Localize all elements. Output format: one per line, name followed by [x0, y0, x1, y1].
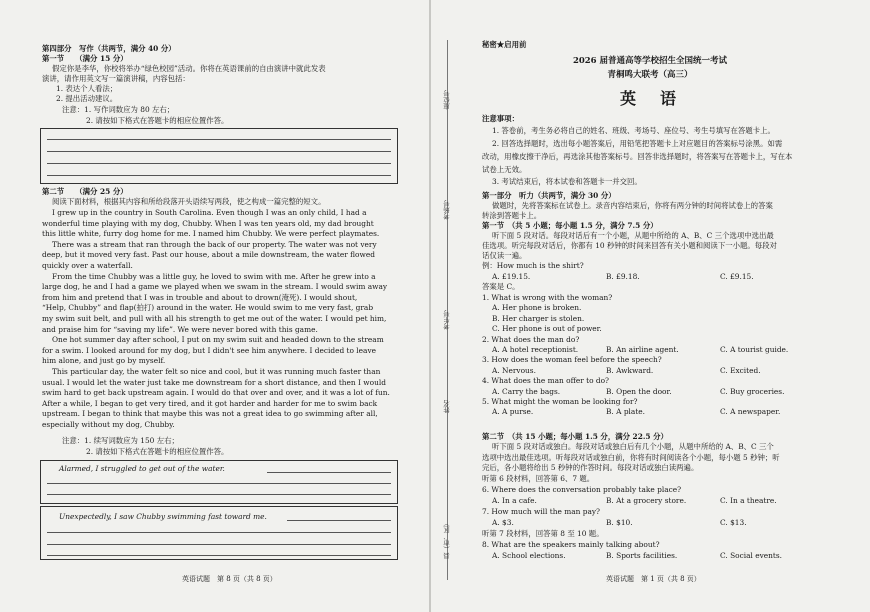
section1-item1: 1. 表达个人看法； — [56, 84, 118, 93]
notice-line: 2. 回答选择题时，选出每小题答案后，用铅笔把答题卡上对应题目的答案标号涂黑。如需 — [492, 139, 783, 148]
story-line: This particular day, the water felt so nice and cool, but it was running much faster than — [52, 367, 381, 376]
question-8-option-c: C. Social events. — [720, 551, 783, 560]
story-line: quickly over a waterfall. — [42, 261, 133, 270]
question-4: 4. What does the man offer to do? — [482, 376, 610, 386]
question-8-option-a: A. School elections. — [492, 551, 566, 560]
answer-line — [47, 544, 391, 545]
question-1: 1. What is wrong with the woman? — [482, 293, 613, 302]
part4-title: 第四部分 写作（共两节，满分 40 分） — [42, 44, 176, 53]
section2-intro: 阅读下面材料，根据其内容和所给段落开头语续写两段，使之构成一篇完整的短文。 — [52, 197, 326, 206]
question-7-option-b: B. $10. — [606, 518, 633, 527]
story-line: upstream. I began to think that maybe this was not a great idea to go swimming after all, — [42, 409, 378, 419]
question-2-option: A. A hotel receptionist. — [492, 345, 579, 354]
notice-line: 改动，用橡皮擦干净后，再选涂其他答案标号。回答非选择题时，将答案写在答题卡上，写在本 — [482, 152, 793, 161]
question-1-option: C. Her phone is out of power. — [492, 324, 602, 334]
story-line: After a while, I began to get very tired, and it got harder and harder for me to swim back — [42, 398, 378, 408]
example-option-b: B. £9.18. — [606, 272, 640, 281]
story-line: “Help, Chubby” and flap(拍打) around in the water. He would swim to me very fast, grab — [42, 303, 374, 313]
question-8-option-b: B. Sports facilities. — [606, 551, 678, 560]
answer-line — [47, 494, 391, 495]
question-4-option: A. Carry the bags. — [492, 386, 561, 396]
answer-line — [267, 472, 391, 473]
question-4-option: B. Open the door. — [606, 386, 672, 396]
story-line: from him and pretend that I was in trouble and about to drown(淹死). I would shout, — [42, 292, 358, 302]
confidential-mark: 秘密★启用前 — [482, 40, 527, 49]
story-line: my swim suit belt, and pull with all his strength to get me out of the water. I would pet him, — [42, 314, 387, 323]
story-line: One hot summer day after school, I put on my swim suit and headed down to the stream — [52, 335, 384, 345]
story-line: wonderful time playing with my dog, Chubby. When I was ten years old, my dad brought — [42, 218, 374, 228]
question-6-option-a: A. In a cafe. — [492, 496, 537, 505]
continuation-box-2 — [40, 506, 398, 560]
question-7-option-a: A. $3. — [492, 518, 514, 527]
notice-line: 1. 答卷前，考生务必将自己的姓名、班级、考场号、座位号、考生号填写在答题卡上。 — [492, 126, 775, 135]
notice-line: 试卷上无效。 — [482, 165, 527, 174]
story-line: deep, but it moved very fast. Past our house, about a mile downstream, the water flowed — [42, 250, 375, 260]
section1-prompt-line2: 演讲，请作用英文写一篇演讲稿，内容包括： — [42, 74, 190, 83]
question-5: 5. What might the woman be looking for? — [482, 397, 638, 406]
example-answer: 答案是 C。 — [482, 282, 520, 291]
section2-note2: 2. 请按如下格式在答题卡的相应位置作答。 — [86, 447, 229, 456]
example-option-a: A. £19.15. — [492, 272, 531, 281]
exam-subtitle: 青桐鸣大联考（高三） — [607, 70, 693, 80]
margin-label-room: 考场号 — [443, 200, 451, 220]
question-3: 3. How does the woman feel before the speech? — [482, 355, 662, 365]
section1-listening-title: 第一节 （共 5 小题；每小题 1.5 分，满分 7.5 分） — [482, 221, 658, 230]
section1-note1: 注意：1. 写作词数应为 80 左右； — [62, 105, 175, 114]
question-8: 8. What are the speakers mainly talking about? — [482, 540, 660, 549]
answer-box-1 — [40, 128, 398, 184]
part1-title: 第一部分 听力（共两节，满分 30 分） — [482, 191, 616, 200]
question-6-option-b: B. At a grocery store. — [606, 496, 687, 505]
question-2-option: B. An airline agent. — [606, 345, 679, 354]
section1-item2: 2. 提出活动建议。 — [56, 94, 118, 103]
question-4-option: C. Buy groceries. — [720, 386, 785, 396]
continuation-box-1 — [40, 460, 398, 504]
question-7-option-c: C. $13. — [720, 518, 747, 527]
right-footer: 英语试题 第 1 页（共 8 页） — [606, 575, 701, 583]
story-line: large dog, he and I had a game we played when we swam in the stream. I would swim away — [42, 282, 388, 292]
answer-line — [47, 555, 391, 556]
prompt-paragraph-2: Unexpectedly, I saw Chubby swimming fast toward me. — [59, 512, 267, 521]
section2-intro-line: 选项中选出最佳选项。听每段对话或独白前，你将有时间阅读各个小题，每小题 5 秒钟；听 — [482, 452, 780, 462]
section1-intro-line: 话仅读一遍。 — [482, 251, 527, 260]
question-3-option: C. Excited. — [720, 365, 761, 375]
left-page — [0, 0, 430, 612]
section2-intro-line: 听下面 5 段对话或独白。每段对话或独白后有几个小题，从题中所给的 A、B、C 三个 — [492, 442, 774, 451]
section1-intro-line: 佳选项。听完每段对话后，你都有 10 秒钟的时间来回答有关小题和阅读下一小题。每段对 — [482, 241, 777, 250]
material6-heading: 听第 6 段材料，回答第 6、7 题。 — [482, 474, 595, 483]
answer-line — [47, 139, 391, 140]
answer-line — [47, 151, 391, 152]
section1-note2: 2. 请按如下格式在答题卡的相应位置作答。 — [86, 116, 229, 125]
section1-prompt-line1: 假定你是李华，你校将举办“绿色校园”活动。你将在英语课前的自由演讲中就此发表 — [52, 64, 326, 73]
story-line: him alone, and just go by myself. — [42, 356, 166, 366]
subject-title: 英 语 — [619, 89, 680, 108]
story-line: and praise him for “saving my life”. We were never bored with this game. — [42, 324, 318, 334]
example-option-c: C. £9.15. — [720, 272, 754, 281]
material7-heading: 听第 7 段材料，回答第 8 至 10 题。 — [482, 529, 604, 538]
example-question: 例：How much is the shirt? — [482, 261, 584, 270]
answer-line — [287, 520, 391, 521]
question-1-option: A. Her phone is broken. — [492, 303, 582, 313]
answer-line — [47, 163, 391, 164]
notice-line: 3. 考试结束后，将本试卷和答题卡一并交回。 — [492, 177, 642, 186]
part1-intro-line2: 转涂到答题卡上。 — [482, 211, 542, 220]
section2-note1: 注意：1. 续写词数应为 150 左右； — [62, 436, 179, 445]
question-6: 6. Where does the conversation probably take place? — [482, 485, 682, 494]
story-line: There was a stream that ran through the back of our property. The water was not very — [52, 239, 377, 249]
left-footer: 英语试题 第 8 页（共 8 页） — [182, 575, 277, 583]
notice-title: 注意事项： — [482, 114, 519, 123]
margin-label-id: 考生号 — [443, 310, 451, 330]
question-2: 2. What does the man do? — [482, 334, 580, 344]
answer-line — [47, 175, 391, 176]
question-5-option: C. A newspaper. — [720, 407, 781, 417]
right-page — [430, 0, 870, 612]
story-line: I grew up in the country in South Carolina. Even though I was an only child, I had a — [52, 208, 367, 217]
question-7: 7. How much will the man pay? — [482, 507, 601, 516]
story-line: swim hard to get back upstream again. I would do that over and over, and it was a lot of fun. — [42, 388, 390, 398]
question-5-option: B. A plate. — [606, 407, 646, 417]
question-2-option: C. A tourist guide. — [720, 345, 789, 354]
exam-title: 2026 届普通高等学校招生全国统一考试 — [572, 56, 728, 66]
question-1-option: B. Her charger is stolen. — [492, 313, 585, 323]
section2-title: 第二节 （满分 25 分） — [42, 187, 128, 196]
section1-title: 第一节 （满分 15 分） — [42, 54, 128, 63]
answer-line — [47, 483, 391, 484]
story-line: From the time Chubby was a little guy, he loved to swim with me. After he grew into a — [52, 271, 376, 281]
answer-line — [47, 532, 391, 533]
story-line: especially without my dog, Chubby. — [42, 420, 175, 429]
story-line: this little white, furry dog home for me. I named him Chubby. We were perfect playmates. — [42, 229, 380, 239]
prompt-paragraph-1: Alarmed, I struggled to get out of the water. — [59, 464, 225, 473]
question-5-option: A. A purse. — [492, 407, 534, 417]
story-line: usual. I would let the water just take me downstream for a short distance, and then I would — [42, 377, 386, 387]
question-3-option: A. Nervous. — [492, 365, 536, 375]
margin-label-seat: 座位号 — [443, 90, 451, 110]
margin-label-county: 县（市、区） — [443, 520, 451, 559]
margin-label-name: 姓名 — [443, 400, 451, 413]
section2-listening-title: 第二节 （共 15 小题；每小题 1.5 分，满分 22.5 分） — [482, 432, 668, 441]
section2-intro-line: 完后，各小题将给出 5 秒钟的作答时间。每段对话或独白读两遍。 — [482, 463, 699, 472]
question-3-option: B. Awkward. — [606, 365, 654, 375]
section1-intro-line: 听下面 5 段对话。每段对话后有一个小题，从题中所给的 A、B、C 三个选项中选出最 — [492, 231, 774, 240]
story-line: for a swim. I looked around for my dog, but I didn't see him anywhere. I decided to leave — [42, 345, 376, 355]
question-6-option-c: C. In a theatre. — [720, 496, 777, 505]
part1-intro-line1: 做题时，先将答案标在试卷上。录音内容结束后，你将有两分钟的时间将试卷上的答案 — [492, 201, 773, 210]
